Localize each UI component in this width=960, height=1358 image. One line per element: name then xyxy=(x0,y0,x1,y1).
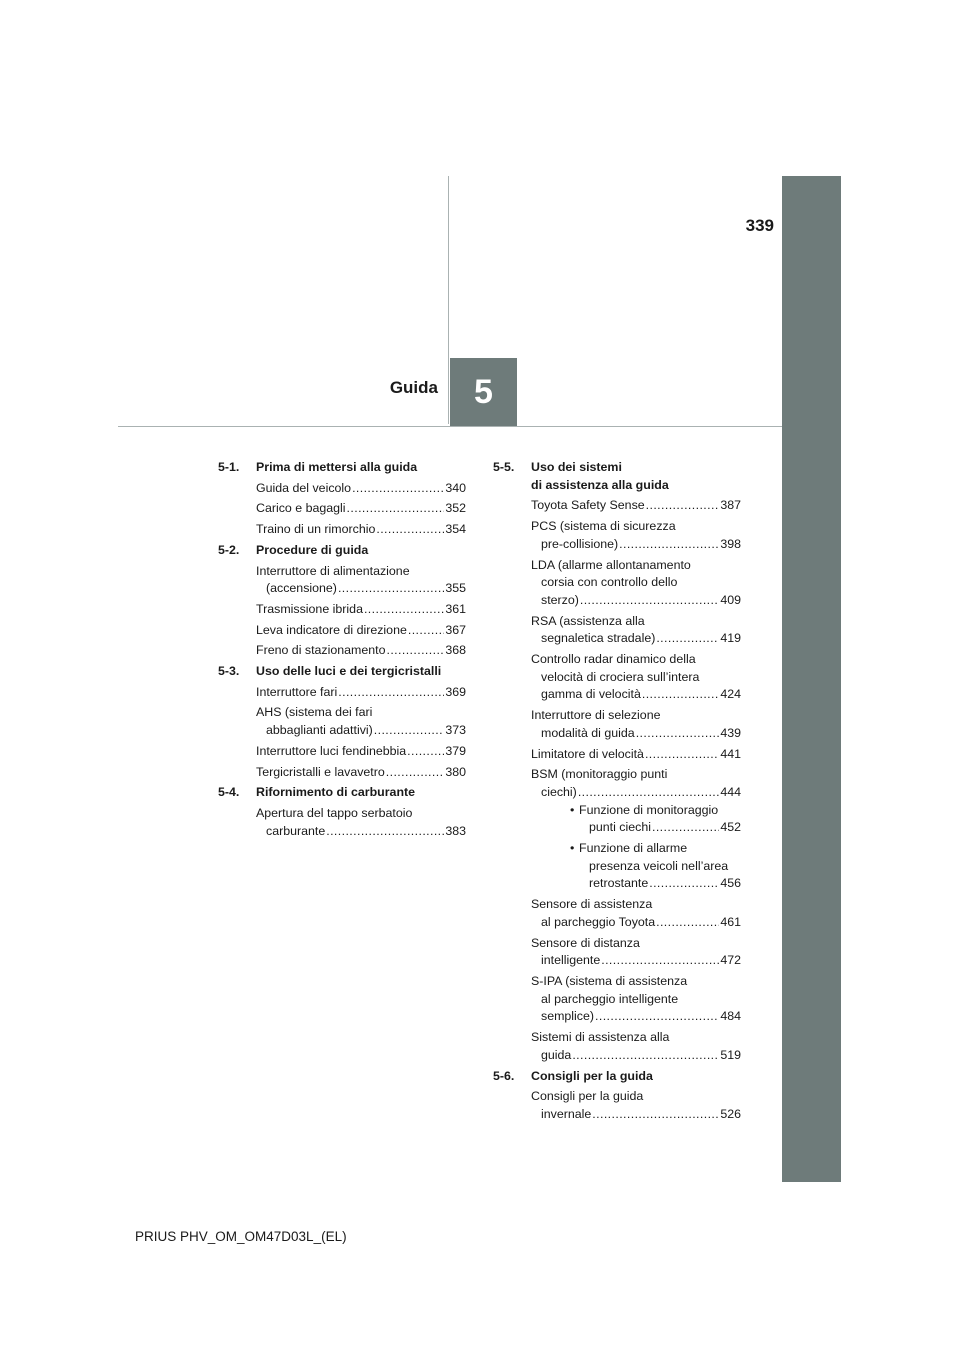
toc-entry[interactable] xyxy=(493,497,741,515)
toc-section-heading[interactable] xyxy=(493,1068,741,1086)
toc-entry-line xyxy=(531,1029,741,1047)
dot-leader xyxy=(592,1106,719,1124)
toc-entry-line xyxy=(531,725,741,743)
toc-sub-entry[interactable] xyxy=(531,840,741,893)
toc-entry[interactable] xyxy=(218,764,466,782)
toc-entry-text: S-IPA (sistema di assistenza xyxy=(531,973,688,988)
dot-leader xyxy=(374,722,445,740)
toc-entry-line xyxy=(256,521,466,539)
toc-column-left xyxy=(218,459,466,843)
dot-leader xyxy=(636,725,720,743)
toc-entry[interactable] xyxy=(218,805,466,840)
toc-entry-text: LDA (allarme allontanamento xyxy=(531,557,691,572)
toc-entry-text: carburante xyxy=(266,823,326,838)
toc-entry-line xyxy=(531,518,741,536)
toc-page-number: 439 xyxy=(720,725,741,740)
toc-section xyxy=(493,459,741,1065)
toc-entry-text: RSA (assistenza alla xyxy=(531,613,645,628)
toc-section-heading[interactable] xyxy=(218,663,466,681)
chapter-side-band xyxy=(782,176,841,1182)
toc-entry-text: punti ciechi xyxy=(589,820,651,835)
toc-entry[interactable] xyxy=(493,651,741,704)
toc-entry-line xyxy=(531,952,741,970)
toc-page-number: 472 xyxy=(720,953,741,968)
toc-page-number: 361 xyxy=(445,601,466,616)
toc-entry-text: Interruttore di selezione xyxy=(531,708,661,723)
toc-entry-line xyxy=(256,743,466,761)
toc-page-number: 387 xyxy=(720,498,741,513)
toc-section-heading[interactable] xyxy=(493,459,741,494)
toc-entry-text: segnaletica stradale) xyxy=(541,631,656,646)
toc-entry-text: invernale xyxy=(541,1106,592,1121)
toc-page-number: 456 xyxy=(720,876,741,891)
toc-page-number: 409 xyxy=(720,592,741,607)
toc-page-number: 444 xyxy=(720,784,741,799)
document-id-footer: PRIUS PHV_OM_OM47D03L_(EL) xyxy=(135,1229,347,1244)
toc-entry[interactable] xyxy=(218,563,466,598)
toc-entry-line xyxy=(256,500,466,518)
dot-leader xyxy=(645,746,719,764)
toc-entry-text: Sensore di assistenza xyxy=(531,897,653,912)
toc-entry-text: Consigli per la guida xyxy=(531,1089,644,1104)
toc-entry-text: Apertura del tappo serbatoio xyxy=(256,805,413,820)
toc-entry-line xyxy=(579,858,741,876)
toc-entry-line xyxy=(579,875,741,893)
toc-entry-line xyxy=(256,823,466,841)
toc-entry-line xyxy=(531,651,741,669)
toc-section xyxy=(218,663,466,781)
toc-entry[interactable] xyxy=(493,1088,741,1123)
dot-leader xyxy=(338,684,444,702)
toc-page-number: 519 xyxy=(720,1047,741,1062)
toc-entry-line xyxy=(531,574,741,592)
dot-leader xyxy=(326,823,444,841)
toc-entry-line xyxy=(570,802,741,820)
section-title: Rifornimento di carburante xyxy=(256,785,416,800)
toc-entry[interactable] xyxy=(493,1029,741,1064)
toc-entry-line xyxy=(531,557,741,575)
toc-page-number: 355 xyxy=(445,581,466,596)
section-number: 5-5. xyxy=(493,460,515,474)
toc-entry-text: Carico e bagagli xyxy=(256,501,346,516)
toc-entry-line xyxy=(256,704,466,722)
toc-entry-line xyxy=(256,622,466,640)
section-title: Procedure di guida xyxy=(256,542,369,557)
toc-entry-line xyxy=(256,601,466,619)
toc-entry-line xyxy=(531,613,741,631)
toc-entry[interactable] xyxy=(493,613,741,648)
toc-entry-text: Limitatore di velocità xyxy=(531,746,644,761)
dot-leader xyxy=(601,952,719,970)
toc-page-number: 383 xyxy=(445,823,466,838)
toc-column-right xyxy=(493,459,741,1127)
page-number: 339 xyxy=(745,216,774,235)
toc-entry[interactable] xyxy=(493,896,741,931)
toc-entry-text: gamma di velocità xyxy=(541,687,641,702)
dot-leader xyxy=(376,521,444,539)
dot-leader xyxy=(347,500,445,518)
toc-entry[interactable] xyxy=(493,518,741,553)
toc-page-number: 380 xyxy=(445,764,466,779)
toc-page-number: 461 xyxy=(720,914,741,929)
toc-entry[interactable] xyxy=(218,704,466,739)
toc-entry-line xyxy=(531,973,741,991)
toc-entry-line xyxy=(531,497,741,515)
toc-section xyxy=(218,784,466,840)
toc-entry-text: PCS (sistema di sicurezza xyxy=(531,519,676,534)
toc-entry-text: pre-collisione) xyxy=(541,536,619,551)
toc-entry-text: abbaglianti adattivi) xyxy=(266,723,373,738)
section-number: 5-4. xyxy=(218,785,240,800)
toc-entry-text: presenza veicoli nell’area xyxy=(589,858,729,873)
toc-page-number: 452 xyxy=(720,820,741,835)
toc-page-number: 441 xyxy=(720,746,741,761)
toc-page-number: 379 xyxy=(445,743,466,758)
toc-entry-text: retrostante xyxy=(589,876,649,891)
section-title: Consigli per la guida xyxy=(531,1068,653,1083)
toc-entry-text: guida xyxy=(541,1047,572,1062)
toc-entry-line xyxy=(531,1106,741,1124)
toc-entry-text: Traino di un rimorchio xyxy=(256,522,376,537)
toc-page-number: 369 xyxy=(445,684,466,699)
dot-leader xyxy=(338,580,444,598)
toc-entry-text: Sistemi di assistenza alla xyxy=(531,1030,670,1045)
toc-entry[interactable] xyxy=(493,935,741,970)
dot-leader xyxy=(649,875,719,893)
toc-page-number: 419 xyxy=(720,631,741,646)
toc-entry-text: Funzione di monitoraggio xyxy=(579,802,719,817)
dot-leader xyxy=(619,536,719,554)
toc-entry[interactable] xyxy=(493,746,741,764)
toc-entry-text: Interruttore luci fendinebbia xyxy=(256,743,407,758)
toc-page-number: 340 xyxy=(445,480,466,495)
toc-entry-text: Freno di stazionamento xyxy=(256,643,386,658)
toc-entry-line xyxy=(531,935,741,953)
toc-entry[interactable] xyxy=(218,521,466,539)
toc-entry-line xyxy=(531,914,741,932)
toc-page-number: 373 xyxy=(445,723,466,738)
toc-entry-line xyxy=(531,896,741,914)
toc-page-number: 352 xyxy=(445,501,466,516)
dot-leader xyxy=(580,592,719,610)
toc-entry-text: semplice) xyxy=(541,1009,595,1024)
dot-leader xyxy=(387,642,445,660)
toc-entry[interactable] xyxy=(218,601,466,619)
toc-entry-text: Guida del veicolo xyxy=(256,480,352,495)
toc-sub-entries xyxy=(531,802,741,894)
toc-entry-line xyxy=(570,840,741,858)
toc-entry-text: Toyota Safety Sense xyxy=(531,498,645,513)
toc-entry-line xyxy=(531,1088,741,1106)
bullet-icon: • xyxy=(570,841,575,856)
toc-entry-text: Interruttore fari xyxy=(256,684,338,699)
toc-entry-text: sterzo) xyxy=(541,592,579,607)
toc-page-number: 354 xyxy=(445,522,466,537)
dot-leader xyxy=(352,480,444,498)
toc-entry-text: Sensore di distanza xyxy=(531,935,640,950)
toc-entry-text: Funzione di allarme xyxy=(579,841,688,856)
toc-entry-line xyxy=(531,592,741,610)
toc-entry-line xyxy=(531,746,741,764)
toc-entry-line xyxy=(256,563,466,581)
toc-entry-text: Tergicristalli e lavavetro xyxy=(256,764,385,779)
dot-leader xyxy=(572,1047,719,1065)
dot-leader xyxy=(408,622,444,640)
toc-entry-line xyxy=(256,642,466,660)
toc-section-heading[interactable] xyxy=(218,542,466,560)
toc-entry-text: Controllo radar dinamico della xyxy=(531,652,696,667)
toc-entry[interactable] xyxy=(218,642,466,660)
dot-leader xyxy=(652,819,719,837)
toc-entry-line xyxy=(256,805,466,823)
section-number: 5-3. xyxy=(218,664,240,679)
toc-entry-line xyxy=(256,684,466,702)
toc-entry[interactable] xyxy=(218,684,466,702)
toc-entry-line xyxy=(256,580,466,598)
toc-page-number: 398 xyxy=(720,536,741,551)
toc-entry-text: ciechi) xyxy=(541,784,577,799)
chapter-title: Guida xyxy=(389,378,438,397)
toc-entry[interactable] xyxy=(218,622,466,640)
toc-section xyxy=(218,459,466,539)
section-number: 5-6. xyxy=(493,1068,515,1083)
toc-entry[interactable] xyxy=(218,480,466,498)
toc-entry-text: modalità di guida xyxy=(541,725,635,740)
toc-entry[interactable] xyxy=(218,500,466,518)
toc-entry-text: AHS (sistema dei fari xyxy=(256,705,373,720)
toc-entry-text: al parcheggio intelligente xyxy=(541,991,679,1006)
section-title: Uso delle luci e dei tergicristalli xyxy=(256,664,442,679)
toc-entry[interactable] xyxy=(493,557,741,610)
toc-page-number: 367 xyxy=(445,622,466,637)
toc-entry-text: corsia con controllo dello xyxy=(541,575,678,590)
dot-leader xyxy=(578,784,720,802)
toc-page-number: 526 xyxy=(720,1106,741,1121)
dot-leader xyxy=(386,764,445,782)
toc-sub-entry[interactable] xyxy=(531,802,741,837)
dot-leader xyxy=(407,743,444,761)
toc-section-heading[interactable] xyxy=(218,459,466,477)
toc-entry-line xyxy=(531,1047,741,1065)
section-number: 5-1. xyxy=(218,460,240,474)
toc-entry-text: Leva indicatore di direzione xyxy=(256,622,407,637)
toc-page-number: 368 xyxy=(445,643,466,658)
section-title: Prima di mettersi alla guida xyxy=(256,460,418,474)
toc-entry-line xyxy=(531,669,741,687)
vertical-rule xyxy=(448,176,449,424)
toc-entry-text: intelligente xyxy=(541,953,601,968)
chapter-number-tab: 5 xyxy=(450,358,517,426)
toc-entry-line xyxy=(256,480,466,498)
toc-entry-line xyxy=(256,764,466,782)
toc-entry-line xyxy=(531,686,741,704)
toc-entry-text: BSM (monitoraggio punti xyxy=(531,767,668,782)
toc-entry-line xyxy=(579,819,741,837)
toc-entry-line xyxy=(531,630,741,648)
toc-entry-text: Trasmissione ibrida xyxy=(256,601,363,616)
toc-entry-text: (accensione) xyxy=(266,581,337,596)
toc-entry-text: Interruttore di alimentazione xyxy=(256,563,410,578)
toc-entry-line xyxy=(531,766,741,784)
toc-entry[interactable] xyxy=(218,743,466,761)
dot-leader xyxy=(646,497,720,515)
toc-entry-line xyxy=(256,722,466,740)
section-title: Uso dei sistemi di assistenza alla guida xyxy=(531,460,669,492)
dot-leader xyxy=(656,914,719,932)
toc-entry-text: al parcheggio Toyota xyxy=(541,914,656,929)
bullet-icon: • xyxy=(570,802,575,817)
toc-page-number: 424 xyxy=(720,687,741,702)
toc-page-number: 484 xyxy=(720,1009,741,1024)
toc-entry-line xyxy=(531,707,741,725)
toc-section xyxy=(493,1068,741,1124)
toc-entry-line xyxy=(531,1008,741,1026)
toc-entry-line xyxy=(531,536,741,554)
dot-leader xyxy=(642,686,719,704)
horizontal-rule xyxy=(118,426,782,427)
dot-leader xyxy=(364,601,444,619)
toc-section xyxy=(218,542,466,660)
section-number: 5-2. xyxy=(218,542,240,557)
toc-entry-text: velocità di crociera sull’intera xyxy=(541,669,700,684)
toc-entry[interactable] xyxy=(493,973,741,1026)
toc-entry-line xyxy=(531,784,741,802)
toc-section-heading[interactable] xyxy=(218,784,466,802)
toc-entry[interactable] xyxy=(493,766,741,893)
toc-entry[interactable] xyxy=(493,707,741,742)
dot-leader xyxy=(595,1008,719,1026)
dot-leader xyxy=(656,630,719,648)
toc-entry-line xyxy=(531,991,741,1009)
